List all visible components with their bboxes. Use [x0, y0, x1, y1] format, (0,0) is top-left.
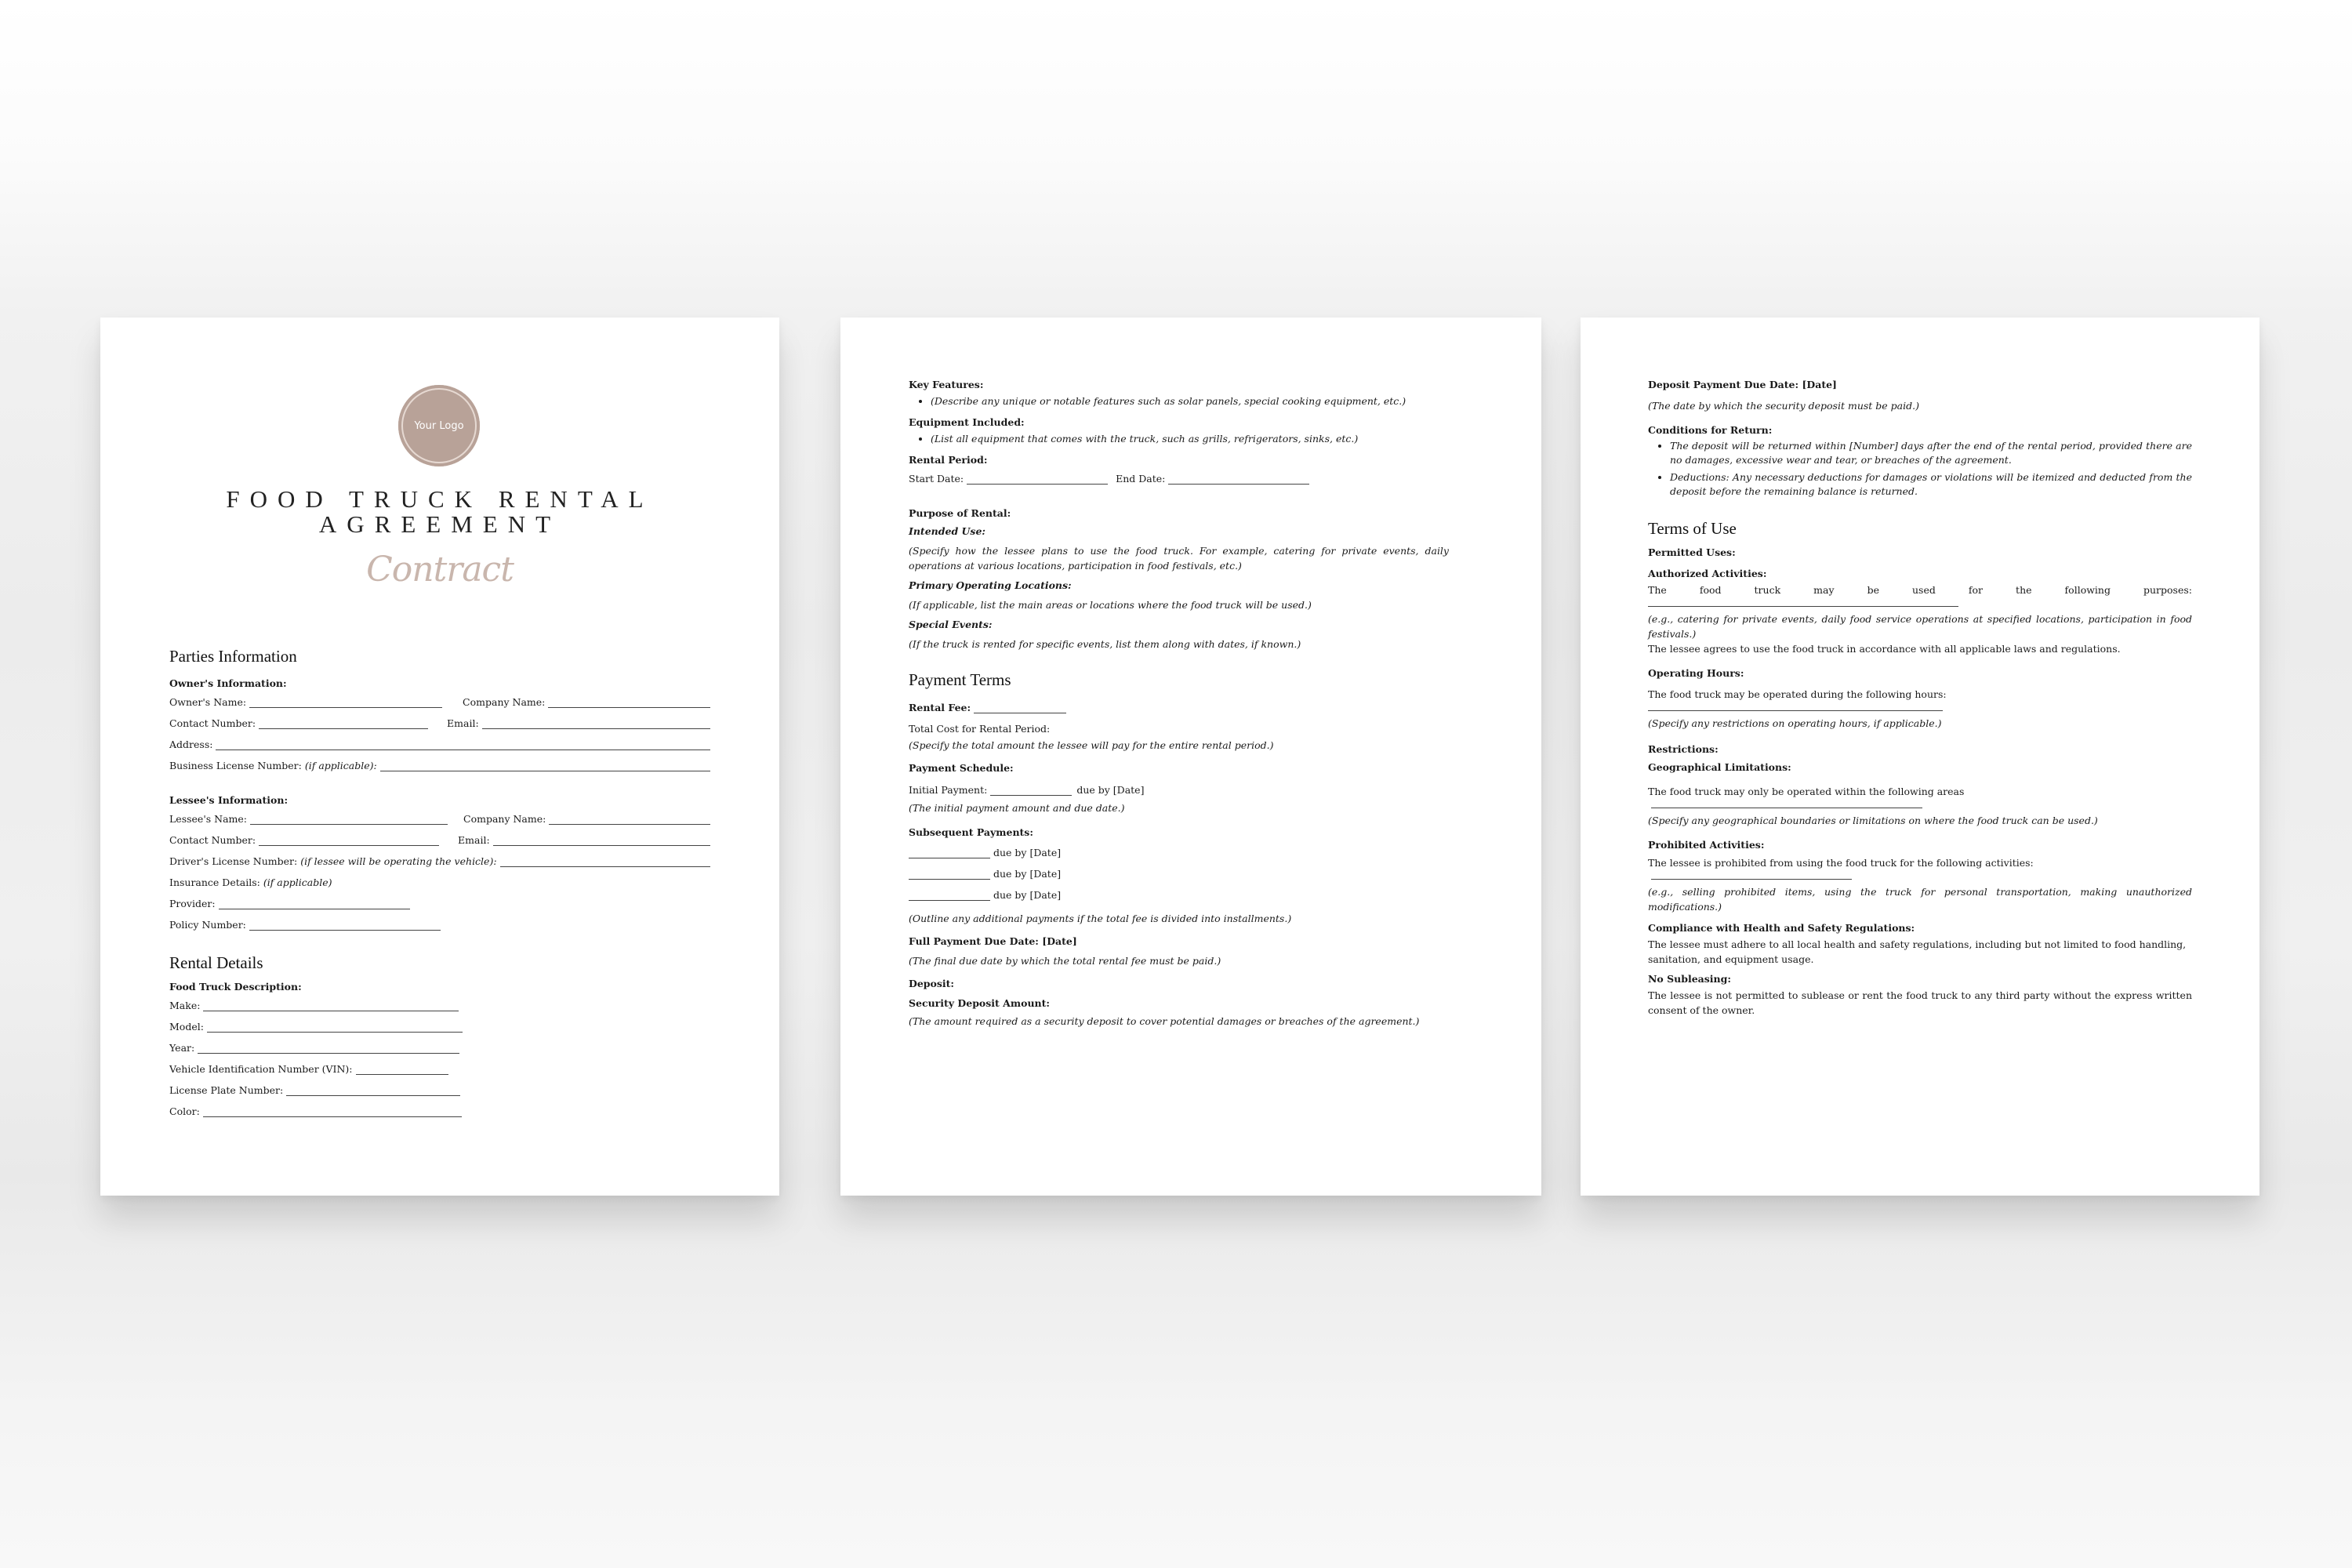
lessee-company-field[interactable] — [549, 815, 710, 825]
geographical-text: The food truck may only be operated within the following areas — [1648, 786, 1965, 797]
owner-name-row: Owner's Name: Company Name: — [169, 697, 710, 708]
vin-row: Vehicle Identification Number (VIN): — [169, 1064, 710, 1075]
geographical-field[interactable] — [1651, 799, 1922, 808]
no-subleasing-text: The lessee is not permitted to sublease or rent the food truck to any third party without the express written consent of the owner. — [1648, 989, 2192, 1016]
operating-hours-text: The food truck may be operated during the following hours: — [1648, 688, 1947, 700]
full-payment-heading: Full Payment Due Date: [Date] — [909, 935, 1077, 947]
restrictions-heading: Restrictions: — [1648, 743, 1719, 755]
owner-address-row: Address: — [169, 739, 710, 750]
special-events-text: (If the truck is rented for specific events, list them along with dates, if known.) — [909, 638, 1301, 650]
security-deposit-heading: Security Deposit Amount: — [909, 997, 1051, 1009]
truck-description-heading: Food Truck Description: — [169, 981, 302, 993]
lessee-email-field[interactable] — [493, 837, 710, 846]
plate-row: License Plate Number: — [169, 1085, 710, 1096]
provider-field[interactable] — [219, 900, 410, 909]
compliance-heading: Compliance with Health and Safety Regulations: — [1648, 922, 1915, 934]
special-events-heading: Special Events: — [909, 619, 993, 630]
permitted-uses-heading: Permitted Uses: — [1648, 546, 1736, 558]
key-features-heading: Key Features: — [909, 379, 984, 390]
deposit-heading: Deposit: — [909, 978, 955, 989]
prohibited-example: (e.g., selling prohibited items, using the truck for personal transportation, making unauthorized modifications.) — [1648, 886, 2192, 913]
owner-contact-row: Contact Number: Email: — [169, 718, 710, 729]
list-item: • (List all equipment that comes with the truck, such as grills, refrigerators, sinks, etc.) — [931, 431, 1449, 446]
authorized-example: (e.g., catering for private events, daily food service operations at specified locations, participation in food festivals.) — [1648, 613, 2192, 640]
drivers-license-field[interactable] — [500, 858, 710, 867]
model-field[interactable] — [207, 1023, 463, 1033]
owner-company-field[interactable] — [548, 699, 710, 708]
compliance-text: The lessee must adhere to all local health and safety regulations, including but not limited to food handling, sanitation, and equipment usage. — [1648, 938, 2187, 965]
owner-address-field[interactable] — [216, 741, 710, 750]
security-deposit-note: (The amount required as a security deposit to cover potential damages or breaches of the agreement.) — [909, 1015, 1420, 1027]
color-row: Color: — [169, 1106, 710, 1117]
list-item: • (Describe any unique or notable features such as solar panels, special cooking equipment, etc.) — [931, 394, 1449, 408]
rental-details-heading: Rental Details — [169, 953, 263, 972]
total-cost-label: Total Cost for Rental Period: — [909, 723, 1051, 735]
subsequent-payment-row: due by [Date] — [909, 848, 1449, 858]
lessee-contact-field[interactable] — [259, 837, 439, 846]
vin-field[interactable] — [356, 1065, 448, 1075]
deposit-due-note: (The date by which the security deposit must be paid.) — [1648, 400, 1919, 412]
authorized-activities-heading: Authorized Activities: — [1648, 568, 1767, 579]
primary-locations-text: (If applicable, list the main areas or locations where the food truck will be used.) — [909, 599, 1312, 611]
conditions-heading: Conditions for Return: — [1648, 424, 1773, 436]
prohibited-text: The lessee is prohibited from using the food truck for the following activities: — [1648, 857, 2034, 869]
subsequent-payment-field[interactable] — [909, 891, 990, 901]
subsequent-payment-field[interactable] — [909, 870, 990, 880]
initial-payment-row: Initial Payment: due by [Date] — [909, 784, 1145, 796]
document-page-1 — [100, 318, 779, 1196]
prohibited-heading: Prohibited Activities: — [1648, 839, 1765, 851]
terms-of-use-heading: Terms of Use — [1648, 519, 1737, 538]
make-field[interactable] — [203, 1002, 459, 1011]
owner-contact-field[interactable] — [259, 720, 428, 729]
rental-fee-row: Rental Fee: — [909, 702, 1449, 713]
policy-row: Policy Number: — [169, 920, 710, 931]
geographical-note: (Specify any geographical boundaries or limitations on where the food truck can be used.) — [1648, 815, 2098, 826]
plate-field[interactable] — [286, 1087, 460, 1096]
operating-hours-heading: Operating Hours: — [1648, 667, 1744, 679]
lessee-info-heading: Lessee's Information: — [169, 794, 289, 806]
equipment-heading: Equipment Included: — [909, 416, 1025, 428]
lessee-name-row: Lessee's Name: Company Name: — [169, 814, 710, 825]
primary-locations-heading: Primary Operating Locations: — [909, 579, 1072, 591]
geographical-heading: Geographical Limitations: — [1648, 761, 1791, 773]
list-item: • Deductions: Any necessary deductions for damages or violations will be itemized and deducted from the deposit before the remaining balance is returned. — [1670, 470, 2192, 499]
color-field[interactable] — [203, 1108, 462, 1117]
start-date-field[interactable] — [967, 475, 1108, 485]
subsequent-payment-row: due by [Date] — [909, 869, 1449, 880]
equipment-list — [909, 431, 1449, 446]
authorized-text: The food truck may be used for the following purposes: — [1648, 584, 2192, 596]
model-row: Model: — [169, 1022, 710, 1033]
document-page-2 — [840, 318, 1541, 1196]
business-license-field[interactable] — [380, 762, 710, 771]
authorized-agreement: The lessee agrees to use the food truck in accordance with all applicable laws and regulations. — [1648, 643, 2121, 655]
lessee-contact-row: Contact Number: Email: — [169, 835, 710, 846]
policy-field[interactable] — [249, 921, 441, 931]
list-item: • The deposit will be returned within [Number] days after the end of the rental period, provided there are no damages, excessive wear and tear, or breaches of the agreement. — [1670, 439, 2192, 467]
drivers-license-row: Driver's License Number: (if lessee will be operating the vehicle): — [169, 856, 710, 867]
year-field[interactable] — [198, 1044, 459, 1054]
no-subleasing-heading: No Subleasing: — [1648, 973, 1731, 985]
subsequent-payment-row: due by [Date] — [909, 890, 1449, 901]
operating-hours-note: (Specify any restrictions on operating hours, if applicable.) — [1648, 717, 1942, 729]
intended-use-heading: Intended Use: — [909, 525, 986, 537]
authorized-field[interactable] — [1648, 597, 1958, 607]
lessee-name-field[interactable] — [250, 815, 448, 825]
parties-heading: Parties Information — [169, 647, 297, 666]
deposit-due-heading: Deposit Payment Due Date: [Date] — [1648, 379, 1837, 390]
document-page-3 — [1581, 318, 2259, 1196]
make-row: Make: — [169, 1000, 710, 1011]
end-date-field[interactable] — [1168, 475, 1309, 485]
payment-schedule-heading: Payment Schedule: — [909, 762, 1014, 774]
initial-payment-field[interactable] — [990, 786, 1072, 796]
rental-fee-field[interactable] — [974, 704, 1066, 713]
year-row: Year: — [169, 1043, 710, 1054]
provider-row: Provider: — [169, 898, 710, 909]
intended-use-text: (Specify how the lessee plans to use the food truck. For example, catering for private events, daily operations at various locations, participation in food festivals, etc.) — [909, 545, 1449, 572]
contract-script-text: Contract — [366, 550, 514, 590]
document-title: FOOD TRUCK RENTAL AGREEMENT — [226, 485, 654, 538]
insurance-row: Insurance Details: (if applicable) — [169, 877, 332, 888]
rental-period-heading: Rental Period: — [909, 454, 988, 466]
business-license-row: Business License Number: (if applicable): — [169, 760, 710, 771]
initial-payment-note: (The initial payment amount and due date.) — [909, 802, 1125, 814]
purpose-heading: Purpose of Rental: — [909, 507, 1011, 519]
key-features-list — [909, 394, 1449, 408]
owner-email-field[interactable] — [482, 720, 710, 729]
owner-name-field[interactable] — [249, 699, 442, 708]
rental-dates-row: Start Date: End Date: — [909, 474, 1449, 485]
subsequent-payments-note: (Outline any additional payments if the total fee is divided into installments.) — [909, 913, 1292, 924]
owner-info-heading: Owner's Information: — [169, 677, 287, 689]
subsequent-payments-heading: Subsequent Payments: — [909, 826, 1033, 838]
logo-placeholder: Your Logo — [398, 385, 480, 466]
conditions-list — [1648, 439, 2192, 499]
subsequent-payment-field[interactable] — [909, 849, 990, 858]
full-payment-note: (The final due date by which the total rental fee must be paid.) — [909, 955, 1221, 967]
operating-hours-field[interactable] — [1648, 702, 1943, 711]
payment-terms-heading: Payment Terms — [909, 670, 1011, 689]
prohibited-field[interactable] — [1651, 870, 1852, 880]
total-cost-note: (Specify the total amount the lessee will pay for the entire rental period.) — [909, 739, 1274, 751]
